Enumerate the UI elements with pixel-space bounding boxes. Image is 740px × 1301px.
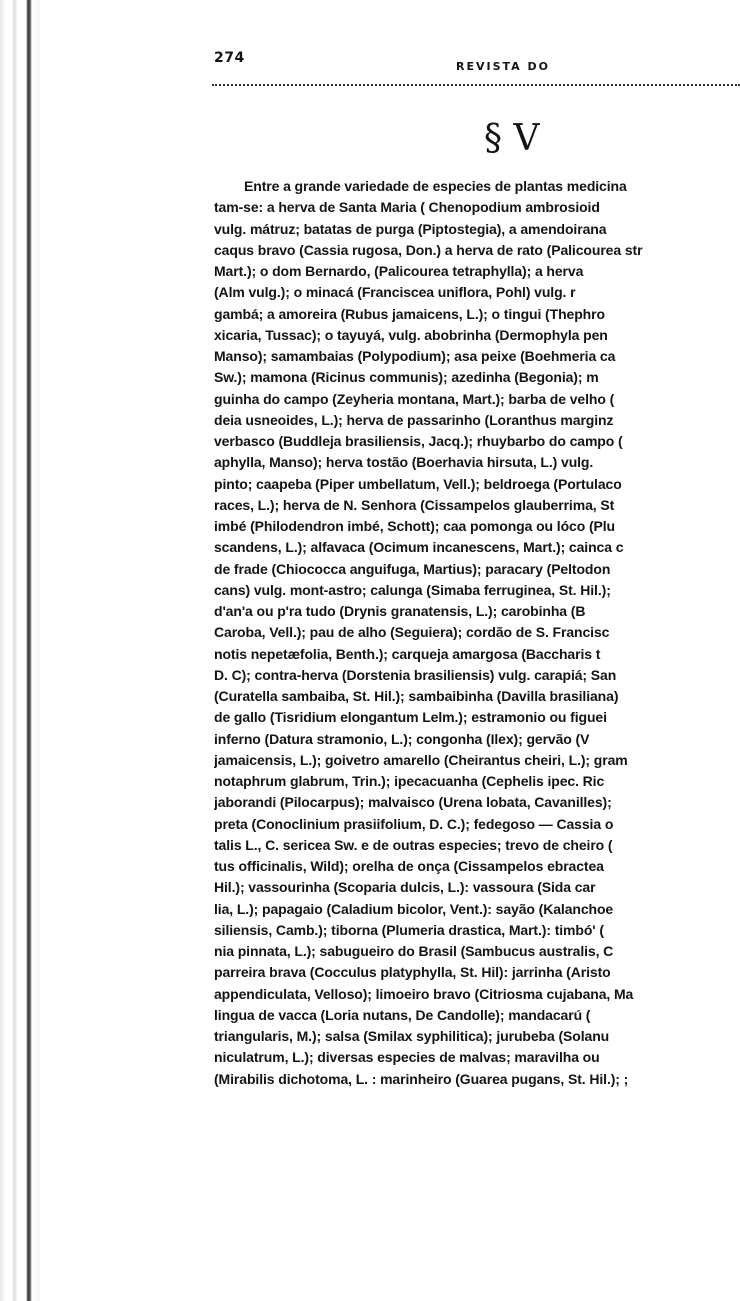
text-line: guinha do campo (Zeyheria montana, Mart.); barba de velho (	[214, 390, 615, 407]
text-line: appendiculata, Velloso); limoeiro bravo (Citriosma cujabana, Ma	[214, 985, 634, 1002]
text-line: notaphrum glabrum, Trin.); ipecacuanha (Cephelis ipec. Ric	[214, 773, 605, 789]
text-line: D. C); contra-herva (Dorstenia brasiliensis) vulg. carapiá; San	[214, 666, 617, 683]
text-line: triangularis, M.); salsa (Smilax syphilitica); jurubeba (Solanu	[214, 1028, 610, 1044]
text-line: Mart.); o dom Bernardo, (Palicourea tetraphylla); a herva	[214, 263, 584, 279]
text-line: aphylla, Manso); herva tostão (Boerhavia hirsuta, L.) vulg.	[214, 454, 594, 471]
text-line: inferno (Datura stramonio, L.); congonha (Ilex); gervão (V	[214, 730, 590, 747]
text-line: niculatrum, L.); diversas especies de malvas; maravilha ou	[214, 1049, 600, 1066]
text-line: deia usneoides, L.); herva de passarinho (Loranthus marginz	[214, 411, 614, 428]
text-line: gambá; a amoreira (Rubus jamaicens, L.); o tingui (Thephro	[214, 305, 605, 322]
text-line: parreira brava (Cocculus platyphylla, St. Hil): jarrinha (Aristo	[214, 964, 611, 981]
text-line: Hil.); vassourinha (Scoparia dulcis, L.): vassoura (Sida car	[214, 879, 596, 896]
text-line: verbasco (Buddleja brasiliensis, Jacq.); rhuybarbo do campo (	[214, 433, 623, 449]
text-line: imbé (Philodendron imbé, Schott); caa pomonga ou lóco (Plu	[214, 518, 615, 534]
text-line: de frade (Chiococca anguifuga, Martius); paracary (Peltodon	[214, 560, 611, 577]
text-line: lingua de vacca (Loria nutans, De Candolle); mandacarú (	[214, 1006, 591, 1023]
text-line: tus officinalis, Wild); orelha de onça (Cissampelos ebractea	[214, 858, 604, 874]
text-line: Manso); samambaias (Polypodium); asa peixe (Boehmeria ca	[214, 348, 616, 364]
text-line: jamaicensis, L.); goivetro amarello (Cheirantus cheiri, L.); gram	[214, 751, 628, 768]
text-line: caqus bravo (Cassia rugosa, Don.) a herva de rato (Palicourea str	[214, 241, 643, 258]
header-rule	[212, 84, 740, 86]
text-line: (Mirabilis dichotoma, L. : marinheiro (Guarea pugans, St. Hil.); ;	[214, 1070, 629, 1087]
text-line: (Alm vulg.); o minacá (Franciscea uniflora, Pohl) vulg. r	[214, 284, 576, 301]
book-spine-shadow	[0, 0, 40, 1301]
text-line: siliensis, Camb.); tiborna (Plumeria drastica, Mart.): timbó' (	[214, 921, 604, 938]
text-line: cans) vulg. mont-astro; calunga (Simaba ferruginea, St. Hil.);	[214, 581, 611, 598]
text-line: de gallo (Tisridium elongantum Lelm.); estramonio ou figuei	[214, 709, 607, 726]
page-number: 274	[214, 50, 245, 66]
text-line: vulg. mátruz; batatas de purga (Piptostegia), a amendoirana	[214, 220, 607, 237]
section-heading: § V	[484, 118, 540, 159]
text-line: xicaria, Tussac); o tayuyá, vulg. abobrinha (Dermophyla pen	[214, 326, 608, 343]
text-line: (Curatella sambaiba, St. Hil.); sambaibinha (Davilla brasiliana)	[214, 688, 619, 704]
text-line: preta (Conoclinium prasiifolium, D. C.); fedegoso — Cassia o	[214, 815, 614, 832]
text-line: talis L., C. sericea Sw. e de outras especies; trevo de cheiro (	[214, 836, 613, 853]
text-line: jaborandi (Pilocarpus); malvaisco (Urena lobata, Cavanilles);	[214, 794, 612, 811]
text-line: Sw.); mamona (Ricinus communis); azedinha (Begonia); m	[214, 369, 599, 386]
text-line: lia, L.); papagaio (Caladium bicolor, Vent.): sayão (Kalanchoe	[214, 900, 614, 917]
text-line: d'an'a ou p'ra tudo (Drynis granatensis, L.); carobinha (B	[214, 603, 586, 619]
text-line: scandens, L.); alfavaca (Ocimum incanescens, Mart.); cainca c	[214, 539, 624, 556]
running-head: REVISTA DO	[456, 60, 550, 73]
text-line: tam-se: a herva de Santa Maria ( Chenopodium ambrosioid	[214, 199, 600, 216]
text-line: Entre a grande variedade de especies de plantas medicina	[244, 178, 627, 194]
text-line: nia pinnata, L.); sabugueiro do Brasil (Sambucus australis, C	[214, 943, 614, 959]
body-text	[214, 176, 740, 1276]
text-line: pinto; caapeba (Piper umbellatum, Vell.); beldroega (Portulaco	[214, 475, 622, 492]
text-line: races, L.); herva de N. Senhora (Cissampelos glauberrima, St	[214, 496, 615, 513]
text-line: Caroba, Vell.); pau de alho (Seguiera); cordão de S. Francisc	[214, 624, 610, 641]
text-line: notis nepetæfolia, Benth.); carqueja amargosa (Baccharis t	[214, 645, 601, 662]
